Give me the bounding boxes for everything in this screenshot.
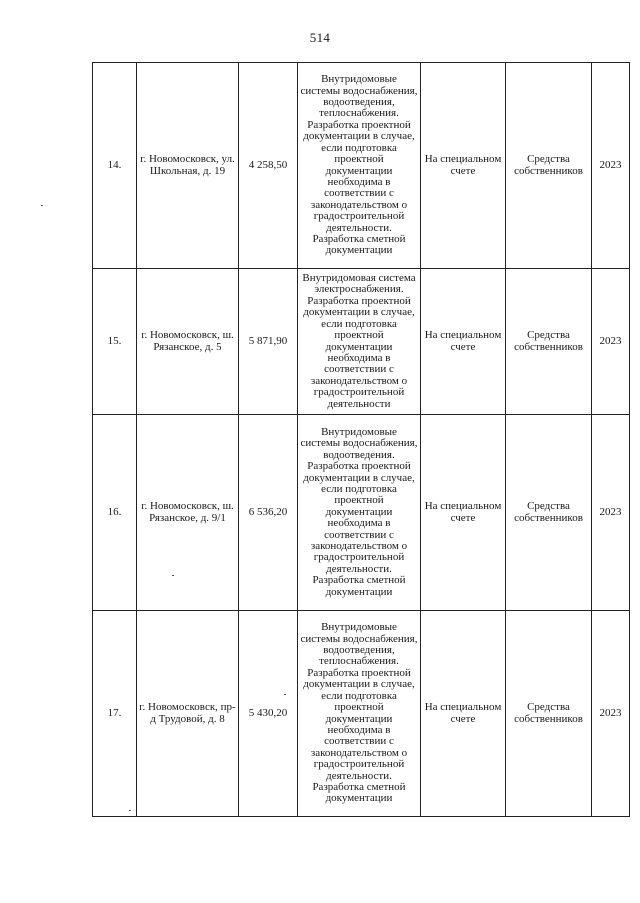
address-cell: г. Новомосковск, ш. Рязанское, д. 9/1: [137, 415, 239, 611]
year-cell: 2023: [592, 63, 630, 269]
work-description-cell: Внутридомовые системы водоснабжения, водоотведения, теплоснабжения. Разработка проектной документации в случае, если подготовка проектной документации необходима в соответствии с законодательством о градостроительной деятельности. Разработка сметной документации: [298, 63, 421, 269]
address-cell: г. Новомосковск, пр-д Трудовой, д. 8: [137, 611, 239, 817]
account-cell: На специальном счете: [421, 63, 506, 269]
funding-source-cell: Средства собственников: [506, 415, 592, 611]
funding-source-cell: Средства собственников: [506, 611, 592, 817]
funding-source-cell: Средства собственников: [506, 63, 592, 269]
year-cell: 2023: [592, 611, 630, 817]
year-cell: 2023: [592, 415, 630, 611]
work-description-cell: Внутридомовая система электроснабжения. Разработка проектной документации в случае, если подготовка проектной документации необходима в соответствии с законодательством о градостроительной деятельности: [298, 269, 421, 415]
page-number: 514: [309, 30, 331, 45]
scan-speck: [284, 694, 286, 695]
repair-works-table: [92, 62, 630, 817]
funding-source-cell: Средства собственников: [506, 269, 592, 415]
table-row: [93, 63, 630, 269]
cost-cell: 4 258,50: [239, 63, 298, 269]
address-cell: г. Новомосковск, ул. Школьная, д. 19: [137, 63, 239, 269]
work-description-cell: Внутридомовые системы водоснабжения, водоотведения. Разработка проектной документации в случае, если подготовка проектной документации необходима в соответствии с законодательством о градостроительной деятельности. Разработка сметной документации: [298, 415, 421, 611]
row-number: 16.: [93, 415, 137, 611]
table-row: [93, 415, 630, 611]
year-cell: 2023: [592, 269, 630, 415]
row-number: 17.: [93, 611, 137, 817]
row-number: 15.: [93, 269, 137, 415]
address-cell: г. Новомосковск, ш. Рязанское, д. 5: [137, 269, 239, 415]
cost-cell: 6 536,20: [239, 415, 298, 611]
scan-speck: [172, 575, 174, 576]
cost-cell: 5 871,90: [239, 269, 298, 415]
table-row: [93, 269, 630, 415]
account-cell: На специальном счете: [421, 269, 506, 415]
account-cell: На специальном счете: [421, 611, 506, 817]
scan-speck: [41, 205, 43, 206]
work-description-cell: Внутридомовые системы водоснабжения, водоотведения, теплоснабжения. Разработка проектной документации в случае, если подготовка проектной документации необходима в соответствии с законодательством о градостроительной деятельности. Разработка сметной документации: [298, 611, 421, 817]
cost-cell: 5 430,20: [239, 611, 298, 817]
row-number: 14.: [93, 63, 137, 269]
table-row: [93, 611, 630, 817]
scan-speck: [129, 810, 131, 811]
account-cell: На специальном счете: [421, 415, 506, 611]
